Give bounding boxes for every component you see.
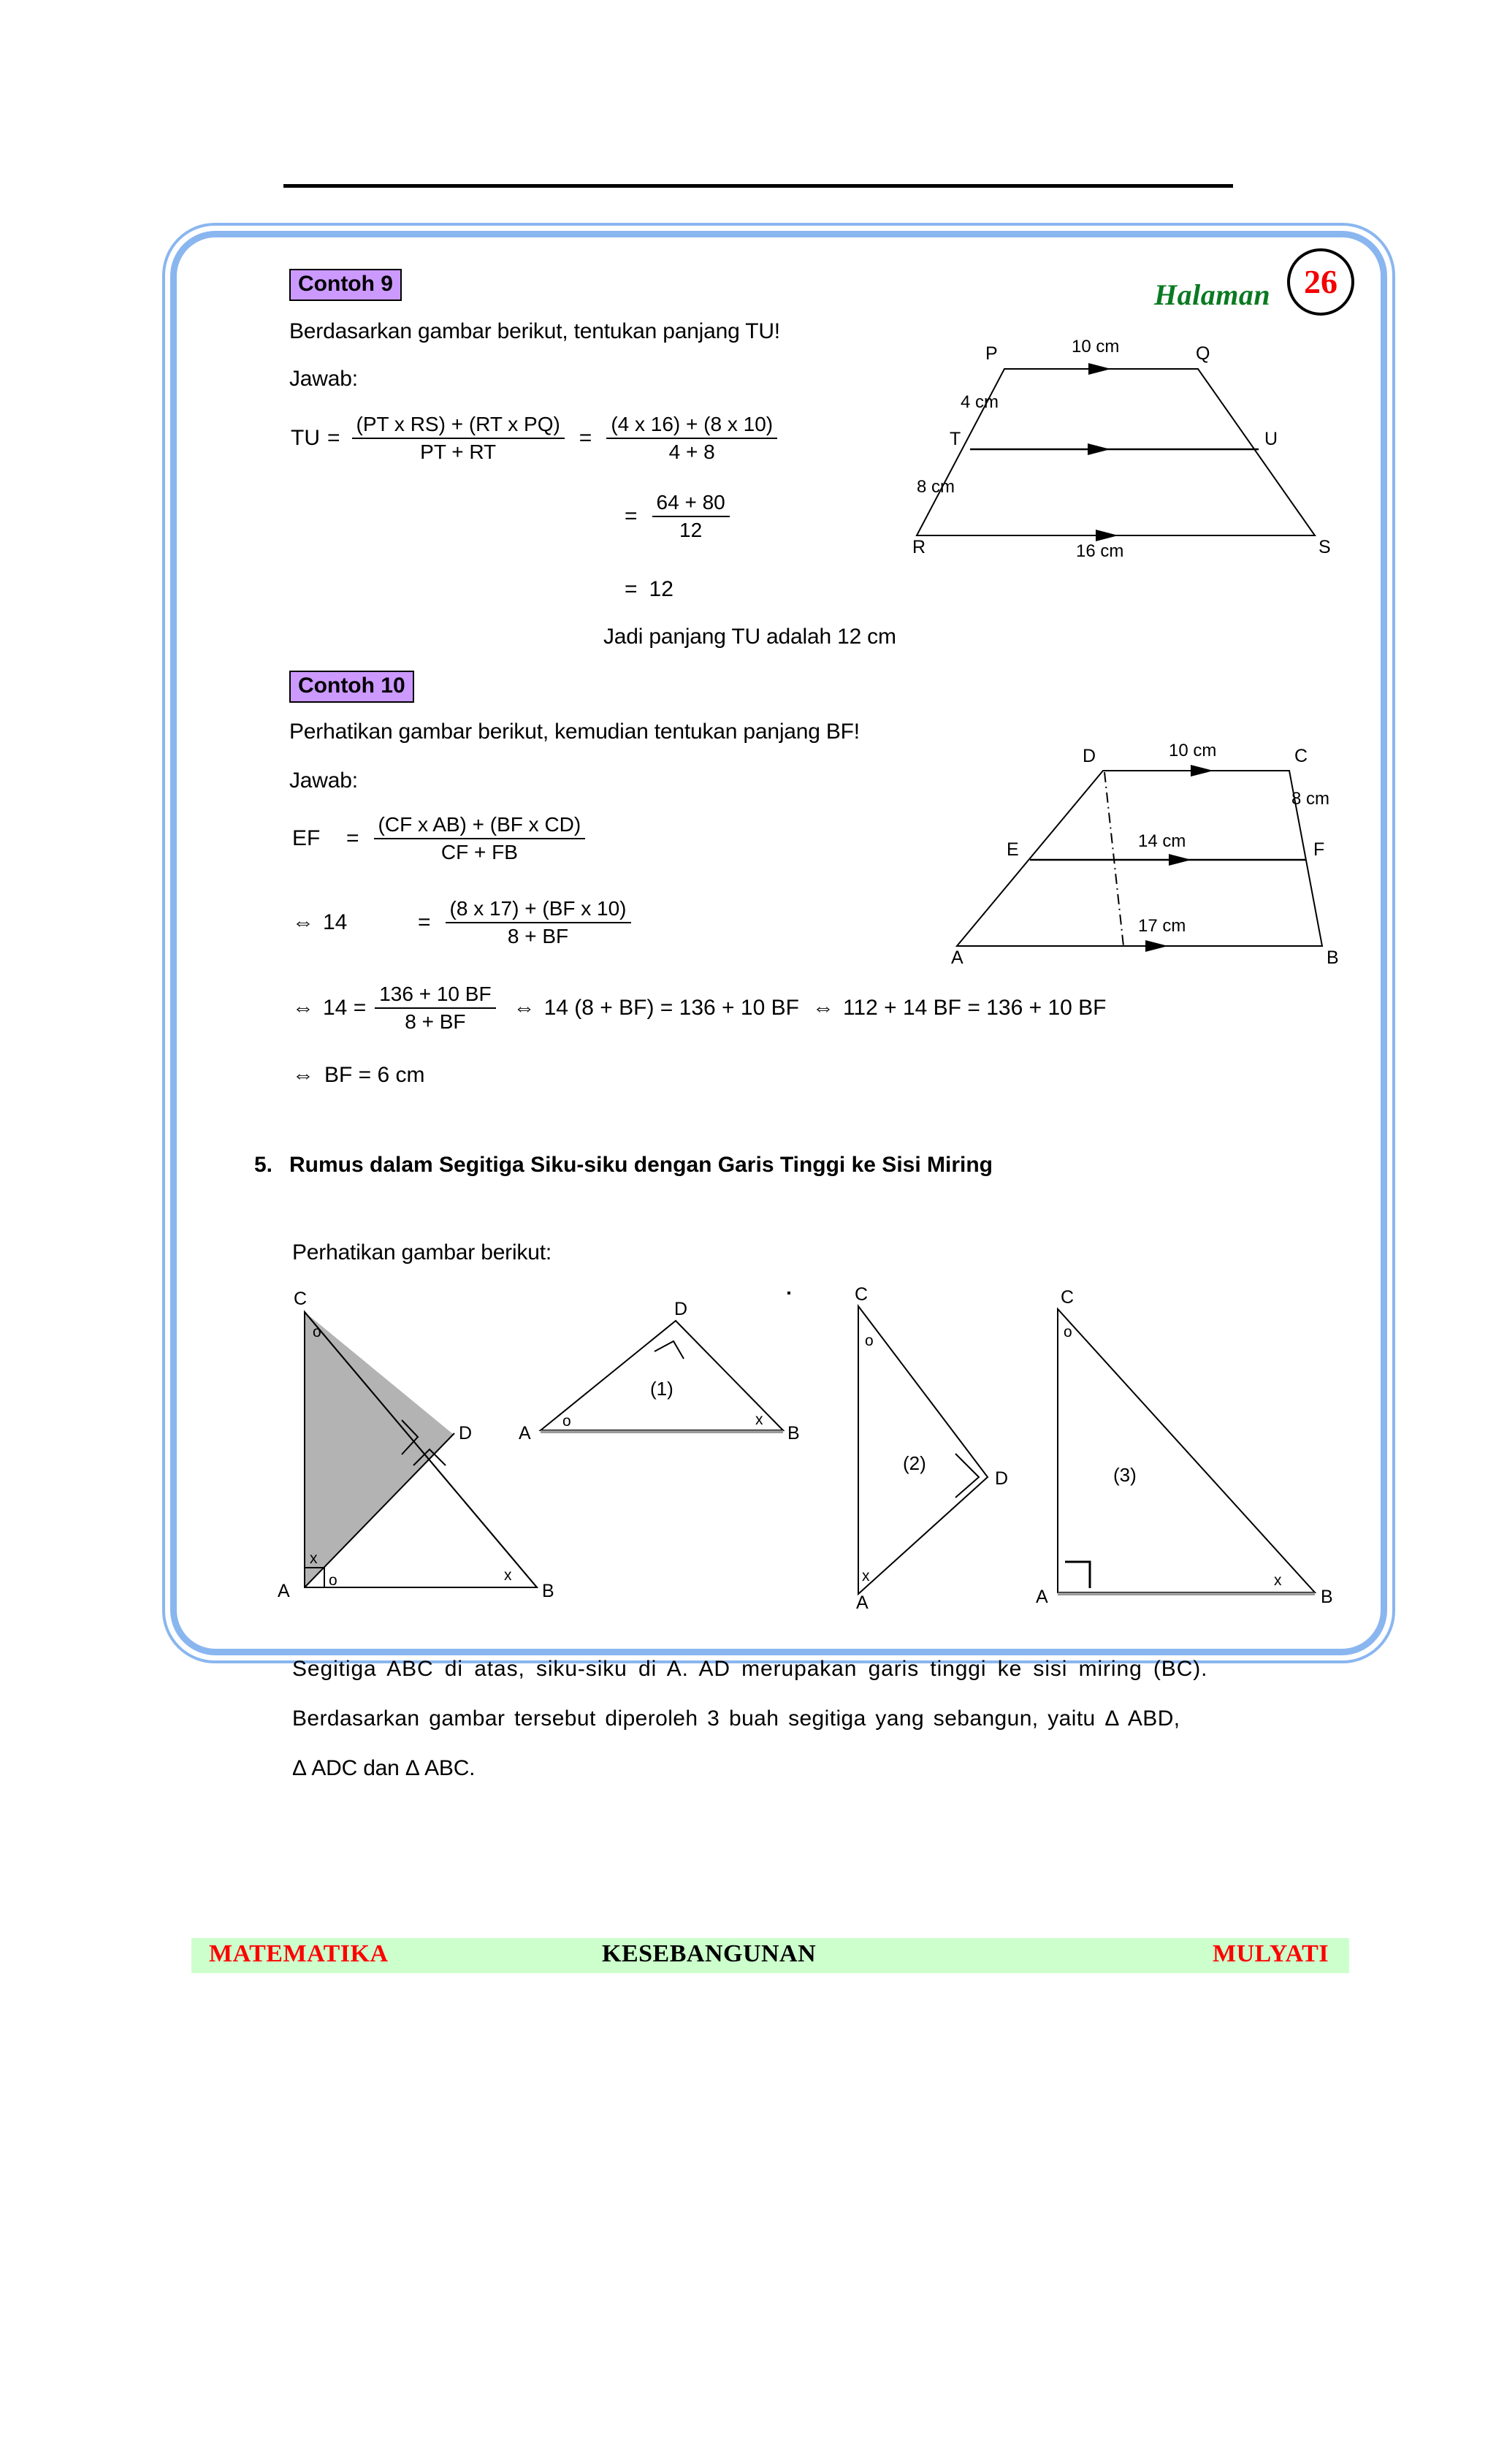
figure-triangle-1 — [511, 1286, 804, 1454]
svg-text:10 cm: 10 cm — [1169, 741, 1217, 760]
svg-text:R: R — [912, 537, 926, 557]
footer-author: MULYATI — [1213, 1940, 1329, 1967]
svg-text:E: E — [1007, 839, 1019, 860]
footer-topic: KESEBANGUNAN — [602, 1940, 817, 1967]
figure-trapezoid-PQRS — [909, 314, 1362, 562]
example-9-fraction-1 — [352, 413, 565, 464]
stray-dot — [787, 1292, 790, 1294]
example-10-equation-line-1 — [292, 813, 589, 864]
example-tag-9: Contoh 9 — [289, 269, 402, 301]
example-10-denominator-1: CF + FB — [374, 838, 586, 864]
example-9-numerator-3: 64 + 80 — [656, 491, 725, 514]
svg-text:8 cm: 8 cm — [1291, 789, 1330, 809]
svg-text:x: x — [862, 1568, 870, 1584]
svg-text:C: C — [855, 1284, 869, 1305]
example-10-denominator-3: 8 + BF — [375, 1007, 495, 1034]
example-9-denominator-2: 4 + 8 — [606, 438, 777, 464]
example-9-fraction-3 — [652, 491, 730, 542]
example-10-fraction-2 — [446, 897, 631, 948]
example-9-equals-2: = — [579, 426, 592, 450]
example-9-denominator-3: 12 — [652, 516, 730, 542]
svg-text:o: o — [1064, 1324, 1072, 1340]
example-10-iff-2: ⇔ — [292, 910, 314, 934]
example-9-equals-1: = — [327, 426, 340, 450]
figure-trapezoid-ABCD — [950, 720, 1359, 975]
svg-text:P: P — [985, 343, 998, 364]
section-instruction: Perhatikan gambar berikut: — [292, 1240, 552, 1265]
figure-1-caption: (1) — [650, 1378, 673, 1400]
svg-text:U: U — [1264, 429, 1278, 449]
svg-text:o: o — [865, 1332, 874, 1349]
figure-triangle-3 — [1023, 1278, 1351, 1622]
svg-text:o: o — [562, 1413, 571, 1430]
example-10-numerator-2: (8 x 17) + (BF x 10) — [449, 897, 627, 920]
example-9-jawab-label: Jawab: — [289, 367, 358, 391]
example-10-lhs: EF — [292, 826, 321, 850]
svg-text:Q: Q — [1196, 343, 1210, 364]
page-number-value: 26 — [1304, 263, 1337, 300]
svg-text:A: A — [278, 1581, 290, 1601]
example-10-step-5: 112 + 14 BF = 136 + 10 BF — [842, 996, 1107, 1020]
example-10-denominator-2: 8 + BF — [446, 922, 631, 948]
example-10-iff-5: ⇔ — [812, 996, 834, 1020]
example-9-equation-line-3 — [625, 577, 673, 602]
example-9-fraction-2 — [606, 413, 777, 464]
svg-text:F: F — [1313, 839, 1325, 860]
svg-text:D: D — [1083, 746, 1096, 766]
svg-text:B: B — [542, 1581, 554, 1601]
svg-text:x: x — [1274, 1572, 1282, 1589]
svg-text:A: A — [519, 1423, 531, 1443]
example-10-equation-line-2 — [292, 897, 636, 948]
example-10-iff-3: ⇔ — [292, 996, 314, 1020]
example-9-equals-3: = — [625, 504, 638, 528]
svg-text:S: S — [1318, 537, 1331, 557]
page-footer — [191, 1938, 1349, 1973]
figure-2-caption: (2) — [903, 1452, 926, 1474]
svg-text:C: C — [294, 1289, 308, 1309]
example-10-equals-2: = — [418, 910, 431, 934]
svg-text:8 cm: 8 cm — [917, 477, 955, 497]
svg-text:T: T — [950, 429, 961, 449]
figure-triangle-2 — [833, 1278, 1037, 1622]
example-10-iff-6: ⇔ — [292, 1063, 314, 1087]
section-paragraph-line-2: Berdasarkan gambar tersebut diperoleh 3 buah segitiga yang sebangun, yaitu Δ ABD, — [292, 1706, 1180, 1731]
example-10-lhs-2: 14 — [323, 910, 348, 934]
example-9-equals-4: = — [625, 577, 638, 601]
svg-text:x: x — [310, 1550, 318, 1567]
example-10-fraction-3 — [375, 983, 495, 1034]
svg-text:x: x — [504, 1567, 512, 1584]
example-10-iff-4: ⇔ — [513, 996, 535, 1020]
svg-text:B: B — [1321, 1587, 1333, 1607]
example-9-numerator-2: (4 x 16) + (8 x 10) — [611, 413, 774, 435]
section-paragraph-line-3: Δ ADC dan Δ ABC. — [292, 1756, 476, 1780]
svg-text:D: D — [995, 1468, 1009, 1489]
example-9-prompt: Berdasarkan gambar berikut, tentukan panjang TU! — [289, 319, 780, 343]
svg-text:D: D — [674, 1299, 688, 1319]
svg-text:14 cm: 14 cm — [1138, 831, 1186, 851]
example-10-prompt: Perhatikan gambar berikut, kemudian tentukan panjang BF! — [289, 720, 860, 744]
svg-text:10 cm: 10 cm — [1072, 337, 1120, 356]
example-tag-10: Contoh 10 — [289, 671, 414, 703]
svg-text:A: A — [1036, 1587, 1048, 1607]
footer-subject: MATEMATIKA — [209, 1940, 389, 1967]
svg-text:A: A — [856, 1593, 869, 1613]
example-10-step-6: BF = 6 cm — [324, 1063, 425, 1087]
example-9-numerator-1: (PT x RS) + (RT x PQ) — [356, 413, 560, 435]
example-10-equation-line-3 — [292, 983, 1106, 1034]
example-9-lhs: TU — [291, 426, 320, 450]
example-10-step-4: 14 (8 + BF) = 136 + 10 BF — [543, 996, 799, 1020]
svg-text:x: x — [755, 1411, 763, 1428]
example-10-numerator-1: (CF x AB) + (BF x CD) — [378, 813, 581, 836]
example-9-conclusion: Jadi panjang TU adalah 12 cm — [603, 625, 896, 649]
example-10-numerator-3: 136 + 10 BF — [379, 983, 492, 1005]
header-halaman-label: Halaman — [1154, 278, 1271, 311]
figure-3-caption: (3) — [1113, 1464, 1137, 1486]
svg-text:o: o — [329, 1572, 337, 1589]
example-9-equation-line-2 — [625, 491, 734, 542]
svg-text:A: A — [951, 947, 963, 968]
example-10-lhs-3: 14 = — [323, 996, 367, 1020]
section-number: 5. — [254, 1153, 273, 1177]
example-10-jawab-label: Jawab: — [289, 768, 358, 793]
svg-text:o: o — [313, 1324, 321, 1340]
svg-text:4 cm: 4 cm — [961, 392, 999, 412]
example-9-denominator-1: PT + RT — [352, 438, 565, 464]
example-10-equals-1: = — [346, 826, 359, 850]
svg-text:C: C — [1294, 746, 1308, 766]
section-paragraph-line-1: Segitiga ABC di atas, siku-siku di A. AD merupakan garis tinggi ke sisi miring (BC). — [292, 1657, 1208, 1681]
svg-text:17 cm: 17 cm — [1138, 916, 1186, 936]
example-9-result: 12 — [649, 577, 673, 601]
example-10-fraction-1 — [374, 813, 586, 864]
section-title: Rumus dalam Segitiga Siku-siku dengan Garis Tinggi ke Sisi Miring — [289, 1153, 993, 1177]
svg-text:B: B — [1327, 947, 1339, 968]
svg-text:B: B — [787, 1423, 800, 1443]
svg-text:16 cm: 16 cm — [1076, 541, 1124, 561]
example-9-equation-line-1 — [291, 413, 782, 464]
svg-text:C: C — [1061, 1287, 1075, 1308]
svg-text:D: D — [459, 1423, 473, 1443]
example-10-equation-line-4 — [292, 1063, 425, 1088]
